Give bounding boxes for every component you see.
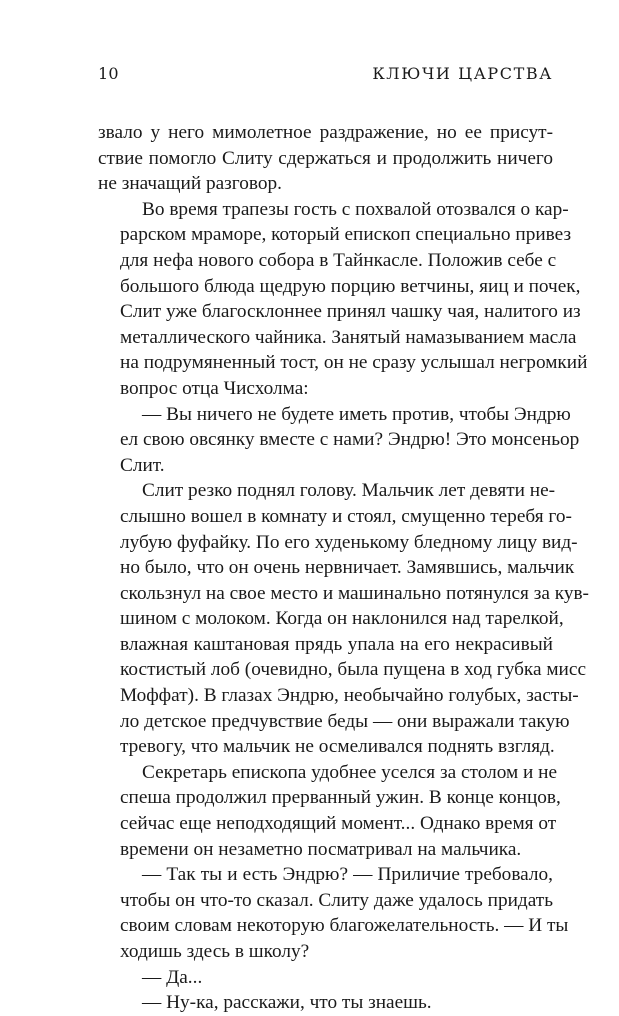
- text-line: сейчас еще неподходящий момент... Однако время от: [120, 813, 557, 835]
- text-line: Слит.: [120, 454, 165, 476]
- text-line: ходишь здесь в школу?: [120, 941, 310, 962]
- paragraph: [98, 965, 553, 991]
- text-line: шином с молоком. Когда он наклонился над тарелкой,: [120, 608, 564, 630]
- text-line: на подрумяненный тост, он не сразу услышал негромкий: [120, 352, 588, 374]
- paragraph: [98, 197, 588, 402]
- body-text: [98, 120, 589, 1016]
- text-line: Слит уже благосклоннее принял чашку чая, налитого из: [120, 301, 581, 323]
- text-line: Слит резко поднял голову. Мальчик лет девяти не-: [142, 480, 556, 502]
- text-line: ло детское предчувствие беды — они выражали такую: [120, 710, 570, 732]
- text-line: вопрос отца Чисхолма:: [120, 377, 309, 399]
- text-line: рарском мраморе, который епископ специально привез: [120, 224, 572, 246]
- text-line: скользнул на свое место и машинально потянулся за кув-: [120, 582, 589, 604]
- text-line: чтобы он что-то сказал. Слиту даже удалось придать: [120, 889, 553, 911]
- text-line: Во время трапезы гость с похвалой отозвался о кар-: [142, 198, 569, 220]
- text-line: ствие помогло Слиту сдержаться и продолжить ничего: [98, 147, 553, 169]
- text-line: металлического чайника. Занятый намазыванием масла: [120, 326, 577, 348]
- page-header: [98, 64, 553, 86]
- text-line: Секретарь епископа удобнее уселся за столом и не: [142, 761, 558, 783]
- text-line: времени он незаметно посматривал на мальчика.: [120, 838, 522, 860]
- text-line: но было, что он очень нервничает. Замявшись, мальчик: [120, 557, 575, 579]
- text-line: — Так ты и есть Эндрю? — Приличие требовало,: [142, 864, 553, 886]
- paragraph: [98, 402, 580, 479]
- text-line: — Вы ничего не будете иметь против, чтобы Эндрю: [142, 403, 571, 425]
- text-line: костистый лоб (очевидно, была пущена в ход губка мисс: [120, 659, 586, 681]
- paragraph: [98, 990, 553, 1016]
- paragraph: [98, 478, 589, 760]
- text-line: ел свою овсянку вместе с нами? Эндрю! Это монсеньор: [120, 429, 580, 451]
- text-line: не значащий разговор.: [98, 173, 282, 195]
- running-title: КЛЮЧИ ЦАРСТВА: [372, 64, 553, 83]
- text-line: влажная каштановая прядь упала на его некрасивый: [120, 633, 553, 655]
- paragraph: [98, 760, 561, 862]
- text-line: слышно вошел в комнату и стоял, смущенно теребя го-: [120, 505, 572, 527]
- text-line: большого блюда щедрую порцию ветчины, яиц и почек,: [120, 275, 581, 297]
- paragraph: [98, 862, 569, 964]
- paragraph: [98, 120, 553, 197]
- text-line: — Ну-ка, расскажи, что ты знаешь.: [142, 992, 432, 1014]
- text-line: лубую фуфайку. По его худенькому бледному лицу вид-: [120, 531, 578, 553]
- text-line: тревогу, что мальчик не осмеливался поднять взгляд.: [120, 736, 555, 758]
- text-line: спеша продолжил прерванный ужин. В конце концов,: [120, 787, 561, 809]
- text-line: — Да...: [142, 966, 203, 988]
- text-line: своим словам некоторую благожелательность. — И ты: [120, 915, 569, 937]
- text-line: звало у него мимолетное раздражение, но ее присут-: [98, 122, 553, 143]
- text-line: Моффат). В глазах Эндрю, необычайно голубых, засты-: [120, 685, 579, 707]
- page-number: 10: [98, 64, 119, 83]
- text-line: для нефа нового собора в Тайнкасле. Положив себе с: [120, 249, 557, 271]
